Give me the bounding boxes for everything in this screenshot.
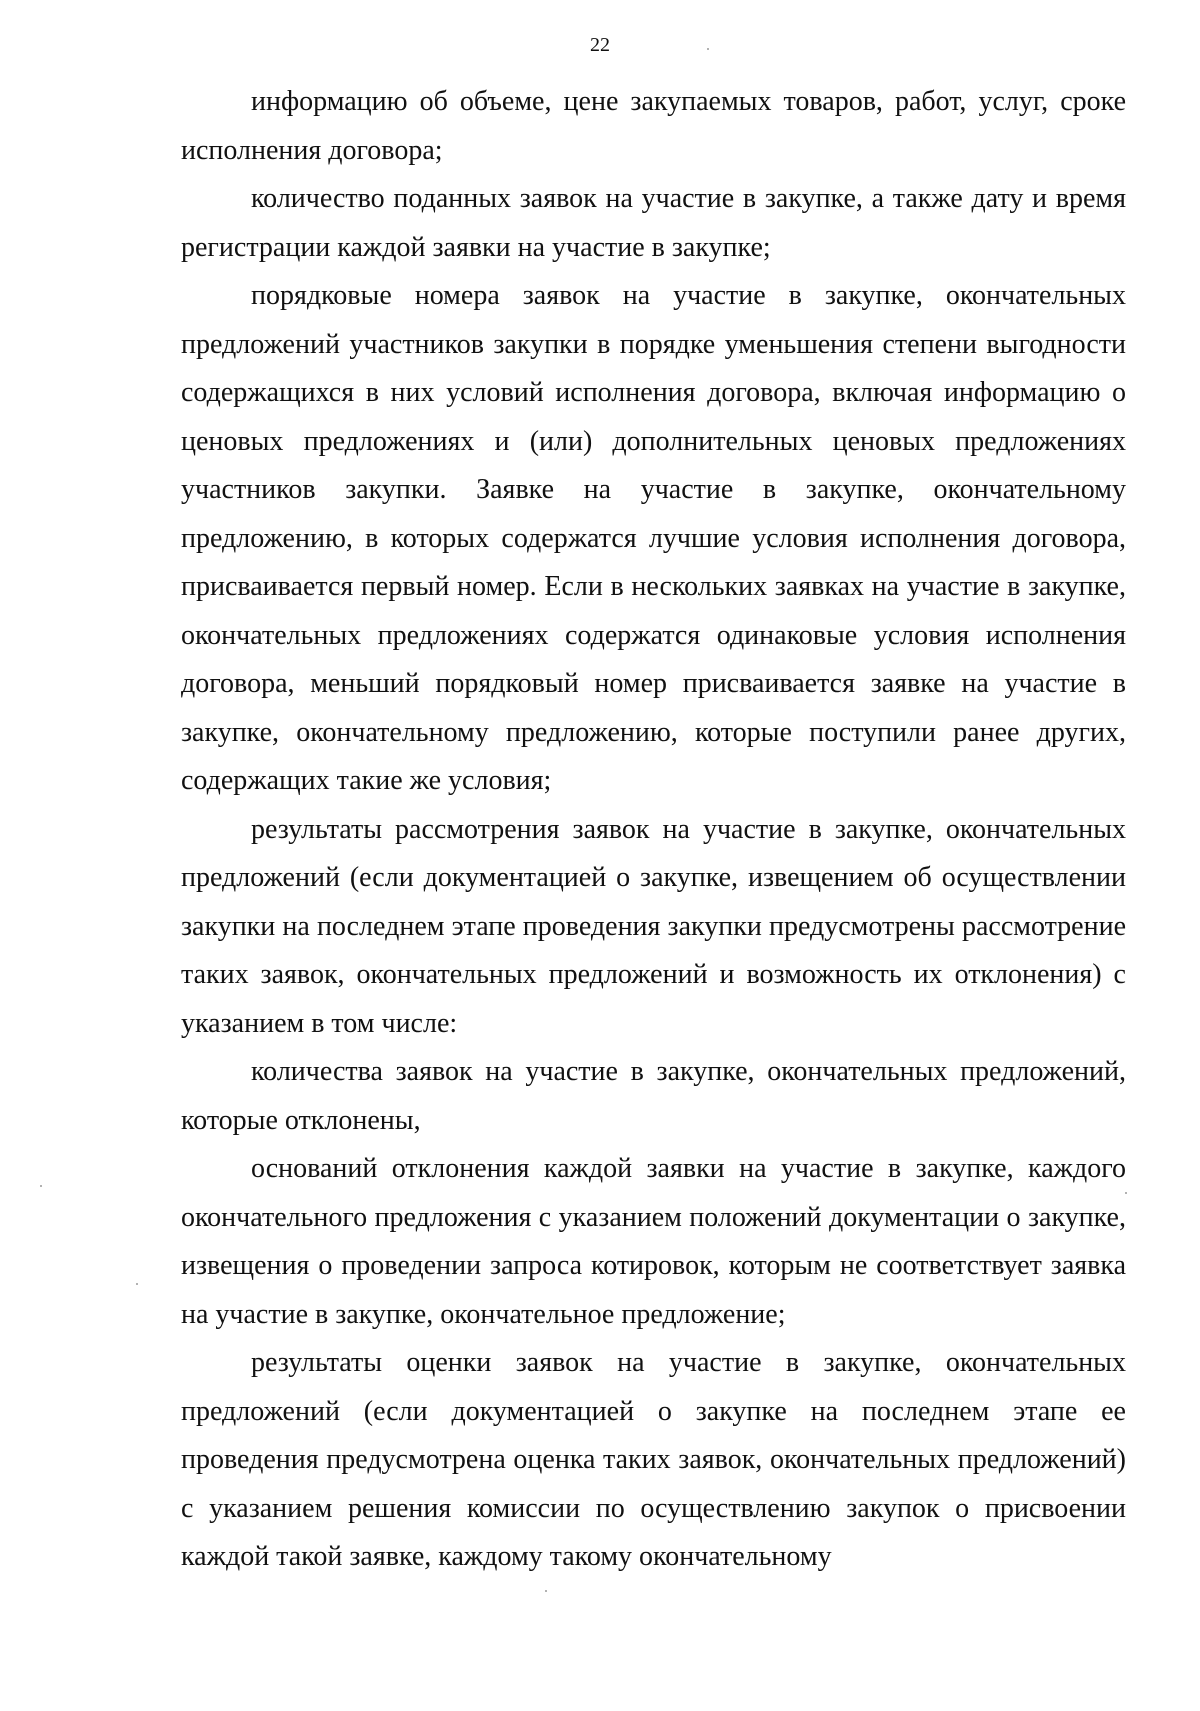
page-number: 22 — [590, 34, 610, 56]
scan-speck — [40, 1185, 42, 1187]
paragraph-volume-price: информацию об объеме, цене закупаемых товаров, работ, услуг, сроке исполнения договора; — [181, 86, 1126, 166]
paragraph-evaluation-results: результаты оценки заявок на участие в закупке, окончательных предложений (если документацией о закупке на последнем этапе ее проведения предусмотрена оценка таких заявок, окончательных предложений) с указанием решения комиссии по осуществлению закупок о присвоении каждой такой заявке, каждому такому окончательному — [181, 1347, 1126, 1572]
paragraph-rejection-grounds: оснований отклонения каждой заявки на участие в закупке, каждого окончательного предложения с указанием положений документации о закупке, извещения о проведении запроса котировок, которым не соответствует заявка на участие в закупке, окончательное предложение; — [181, 1153, 1126, 1330]
scan-speck — [1125, 1192, 1127, 1194]
paragraph-ordinal-numbers: порядковые номера заявок на участие в закупке, окончательных предложений участников закупки в порядке уменьшения степени выгодности содержащихся в них условий исполнения договора, включая информацию о ценовых предложениях и (или) дополнительных ценовых предложениях участников закупки. Заявке на участие в закупке, окончательному предложению, в которых содержатся лучшие условия исполнения договора, присваивается первый номер. Если в нескольких заявках на участие в закупке, окончательных предложениях содержатся одинаковые условия исполнения договора, меньший порядковый номер присваивается заявке на участие в закупке, окончательному предложению, которые поступили ранее других, содержащих такие же условия; — [181, 280, 1126, 796]
scan-speck — [545, 1590, 547, 1592]
paragraph-review-results: результаты рассмотрения заявок на участие в закупке, окончательных предложений (если документацией о закупке, извещением об осуществлении закупки на последнем этапе проведения закупки предусмотрены рассмотрение таких заявок, окончательных предложений и возможность их отклонения) с указанием в том числе: — [181, 813, 1126, 1039]
paragraph-submitted-count: количество поданных заявок на участие в закупке, а также дату и время регистрации каждой заявки на участие в закупке; — [181, 183, 1126, 263]
scan-speck — [707, 48, 709, 50]
page-body — [181, 78, 1126, 1582]
scan-speck — [136, 1283, 138, 1285]
paragraph-rejected-count: количества заявок на участие в закупке, окончательных предложений, которые отклонены, — [181, 1056, 1126, 1136]
